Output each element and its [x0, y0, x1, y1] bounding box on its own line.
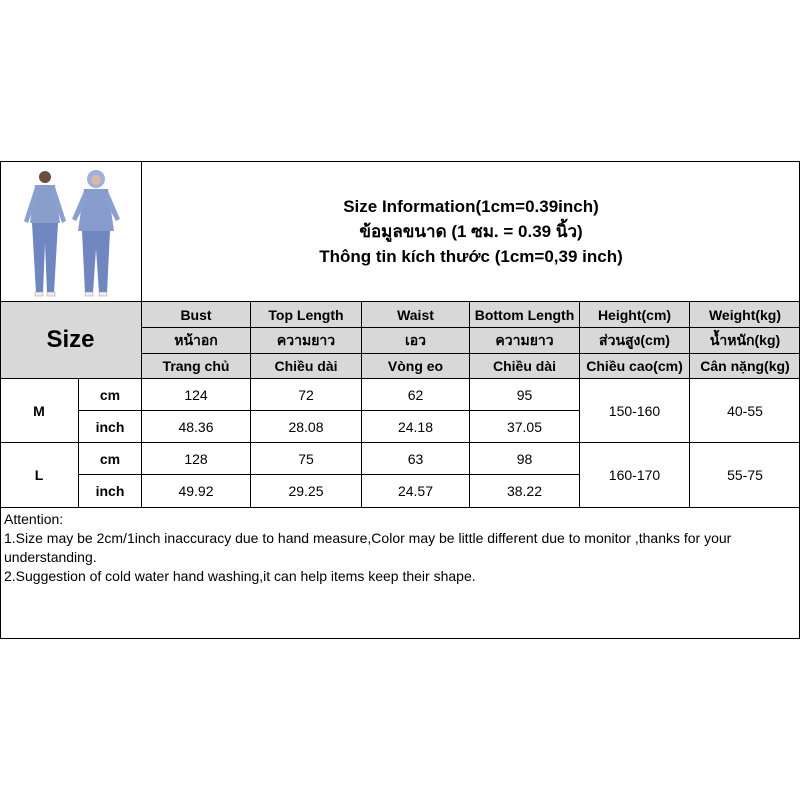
attention-note-1: 1.Size may be 2cm/1inch inaccuracy due to hand measure,Color may be little different due to monitor ,thanks for your understanding.: [4, 530, 732, 565]
l-cm-top-length: 75: [298, 450, 314, 467]
col-header-weight-vi: Cân nặng(kg): [690, 354, 800, 378]
size-header: Size: [0, 302, 141, 378]
attention-note-2: 2.Suggestion of cold water hand washing,it can help items keep their shape.: [4, 568, 476, 584]
unit-inch: inch: [95, 418, 125, 435]
m-cm-top-length: 72: [298, 386, 314, 403]
l-inch-top-length: 29.25: [288, 483, 324, 499]
col-header-weight-en: Weight(kg): [690, 302, 800, 327]
size-information-title: [142, 161, 800, 301]
col-header-bottom-length-en: Bottom Length: [470, 302, 579, 327]
l-cm-bottom-length: 98: [516, 450, 533, 467]
l-inch-bust: 49.92: [178, 483, 214, 499]
col-header-waist-th: เอว: [362, 328, 469, 353]
col-header-bust-th: หน้าอก: [142, 328, 250, 353]
m-cm-bust: 124: [184, 386, 208, 403]
product-photo: [2, 163, 140, 299]
m-cm-waist: 62: [407, 386, 424, 403]
title-english: Size Information(1cm=0.39inch): [343, 196, 599, 216]
col-header-height-en: Height(cm): [580, 302, 689, 327]
l-cm-bust: 128: [184, 450, 208, 467]
col-header-waist-vi: Vòng eo: [362, 354, 469, 378]
col-header-bottom-length-vi: Chiều dài: [470, 354, 579, 378]
size-l-label: L: [34, 467, 44, 483]
l-height: 160-170: [608, 467, 661, 483]
m-inch-waist: 24.18: [397, 418, 434, 435]
col-header-weight-th: น้ำหนัก(kg): [690, 328, 800, 353]
l-inch-bottom-length: 38.22: [506, 483, 543, 499]
col-header-height-vi: Chiều cao(cm): [580, 354, 689, 378]
m-inch-top-length: 28.08: [288, 418, 324, 435]
col-header-bottom-length-th: ความยาว: [470, 328, 579, 353]
l-inch-waist: 24.57: [397, 483, 434, 499]
col-header-waist-en: Waist: [362, 302, 469, 327]
m-inch-bust: 48.36: [178, 418, 214, 435]
m-inch-bottom-length: 37.05: [506, 418, 543, 435]
l-weight: 55-75: [727, 467, 763, 483]
unit-cm: cm: [99, 450, 121, 467]
attention-notes: [4, 510, 794, 586]
col-header-top-length-en: Top Length: [251, 302, 361, 327]
l-cm-waist: 63: [407, 450, 424, 467]
col-header-bust-vi: Trang chủ: [142, 354, 250, 378]
size-m-label: M: [33, 402, 45, 419]
unit-inch: inch: [95, 483, 125, 499]
m-weight: 40-55: [727, 402, 763, 419]
title-vietnamese: Thông tin kích thước (1cm=0,39 inch): [319, 246, 623, 266]
unit-cm: cm: [99, 386, 121, 403]
attention-heading: Attention:: [4, 511, 64, 527]
col-header-height-th: ส่วนสูง(cm): [580, 328, 689, 353]
title-thai: ข้อมูลขนาด (1 ซม. = 0.39 นิ้ว): [359, 221, 583, 241]
col-header-bust-en: Bust: [142, 302, 250, 327]
m-height: 150-160: [608, 402, 661, 419]
m-cm-bottom-length: 95: [516, 386, 533, 403]
size-chart: [0, 161, 800, 639]
col-header-top-length-th: ความยาว: [251, 328, 361, 353]
col-header-top-length-vi: Chiều dài: [251, 354, 361, 378]
